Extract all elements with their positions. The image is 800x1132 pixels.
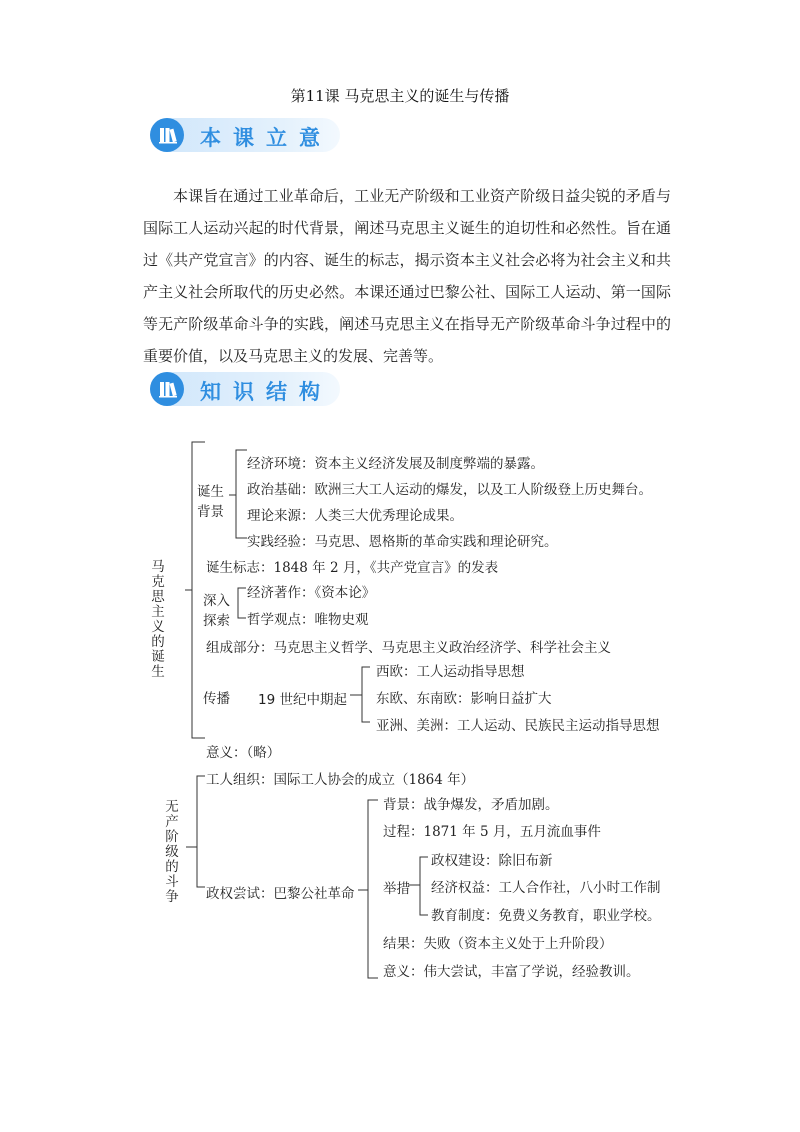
- spread-item-east-europe: 东欧、东南欧：影响日益扩大: [376, 691, 552, 707]
- background-item-theory: 理论来源：人类三大优秀理论成果。: [247, 508, 463, 524]
- background-item-economy: 经济环境：资本主义经济发展及制度弊端的暴露。: [247, 456, 544, 472]
- section-title-structure: 知识结构: [200, 380, 332, 404]
- background-item-politics: 政治基础：欧洲三大工人运动的爆发，以及工人阶级登上历史舞台。: [247, 482, 652, 498]
- commune-meaning: 意义：伟大尝试，丰富了学说，经验教训。: [383, 964, 640, 980]
- commune-process: 过程：1871 年 5 月，五月流血事件: [383, 824, 601, 840]
- deep-item-philosophy: 哲学观点：唯物史观: [247, 612, 369, 628]
- worker-organization: 工人组织：国际工人协会的成立（1864 年）: [206, 772, 475, 788]
- spread-item-asia-america: 亚洲、美洲：工人运动、民族民主运动指导思想: [376, 718, 660, 734]
- page-title: 第11课 马克思主义的诞生与传播: [290, 87, 510, 105]
- commune-background: 背景：战争爆发，矛盾加剧。: [383, 797, 559, 813]
- background-item-practice: 实践经验：马克思、恩格斯的革命实践和理论研究。: [247, 534, 558, 550]
- tree1-meaning: 意义：（略）: [206, 745, 281, 761]
- tree1-root: 马克思主义的诞生: [151, 559, 165, 680]
- section-title-purpose: 本课立意: [200, 126, 332, 150]
- spread-time: 19 世纪中期起: [258, 692, 347, 708]
- measure-economy: 经济权益：工人合作社，八小时工作制: [431, 880, 661, 896]
- composition: 组成部分：马克思主义哲学、马克思主义政治经济学、科学社会主义: [206, 640, 611, 656]
- regime-attempt-label: 政权尝试：巴黎公社革命: [206, 886, 355, 902]
- measures-label: 举措: [383, 881, 410, 897]
- spread-item-west-europe: 西欧：工人运动指导思想: [376, 664, 525, 680]
- commune-result: 结果：失败（资本主义处于上升阶段）: [383, 936, 613, 952]
- deep-label: 深入探索: [203, 593, 230, 629]
- spread-label: 传播: [203, 691, 230, 707]
- tree2-root: 无产阶级的斗争: [165, 799, 179, 905]
- deep-item-economics: 经济著作：《资本论》: [247, 585, 376, 601]
- measure-education: 教育制度：免费义务教育，职业学校。: [431, 908, 661, 924]
- measure-regime: 政权建设：除旧布新: [431, 853, 553, 869]
- birth-symbol: 诞生标志：1848 年 2 月，《共产党宣言》的发表: [206, 560, 499, 576]
- background-label: 诞生背景: [197, 484, 224, 520]
- intro-paragraph: 本课旨在通过工业革命后，工业无产阶级和工业资产阶级日益尖锐的矛盾与国际工人运动兴起的时代背景，阐述马克思主义诞生的迫切性和必然性。旨在通过《共产党宣言》的内容、诞生的标志，揭示资本主义社会必将为社会主义和共产主义社会所取代的历史必然。本课还通过巴黎公社、国际工人运动、第一国际等无产阶级革命斗争的实践，阐述马克思主义在指导无产阶级革命斗争过程中的重要价值，以及马克思主义的发展、完善等。: [143, 187, 671, 365]
